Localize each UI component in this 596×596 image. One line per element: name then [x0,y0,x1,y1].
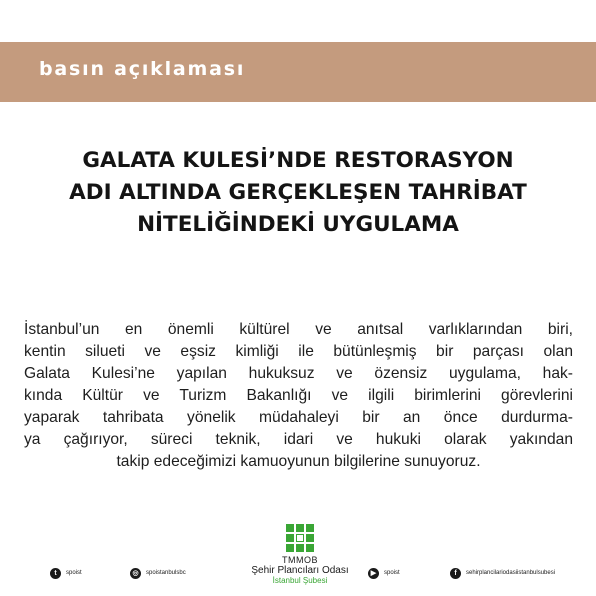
heading-line: NİTELİĞİNDEKİ UYGULAMA [137,212,459,237]
press-release-body [24,319,573,473]
social-handle: sehirplancilariodasiistanbulsubesi [466,570,556,576]
heading-line: ADI ALTINDA GERÇEKLEŞEN TAHRİBAT [69,180,527,205]
body-line: Galata Kulesi’ne yapılan hukuksuz ve özensiz uygulama, hak- [24,365,573,382]
logo-branch: İstanbul Şubesi [272,576,328,585]
heading-line: GALATA KULESİ’NDE RESTORASYON [82,148,514,173]
social-handle: spoist [384,570,400,576]
social-twitter[interactable] [50,566,82,580]
header-title: basın açıklaması [39,58,246,80]
body-line: yaparak tahribata yönelik müdahaleyi bir an önce durdurma- [24,409,573,426]
social-instagram[interactable] [130,566,186,580]
body-line: kında Kültür ve Turizm Bakanlığı ve ilgili birimlerini görevlerini [24,387,573,404]
twitter-icon: t [50,568,61,579]
instagram-icon: ◎ [130,568,141,579]
press-release-heading [20,145,576,241]
social-handle: spoistanbulsbc [146,570,186,576]
social-youtube[interactable] [368,566,400,580]
body-line: kentin silueti ve eşsiz kimliği ile bütünleşmiş bir parçası olan [24,343,573,360]
social-handle: spoist [66,570,82,576]
body-line: ya çağırıyor, süreci teknik, idari ve hukuki olarak yakından [24,431,573,448]
body-line: İstanbul’un en önemli kültürel ve anıtsal varlıklarından biri, [24,321,573,338]
logo-name: Şehir Plancıları Odası [251,565,349,576]
body-line: takip edeceğimizi kamuoyunun bilgilerine sunuyoruz. [116,453,481,470]
facebook-icon: f [450,568,461,579]
logo-org: TMMOB [282,555,318,565]
organization-logo [250,524,350,585]
youtube-icon: ▶ [368,568,379,579]
social-facebook[interactable] [450,566,555,580]
tmmob-logo-icon [286,524,314,552]
